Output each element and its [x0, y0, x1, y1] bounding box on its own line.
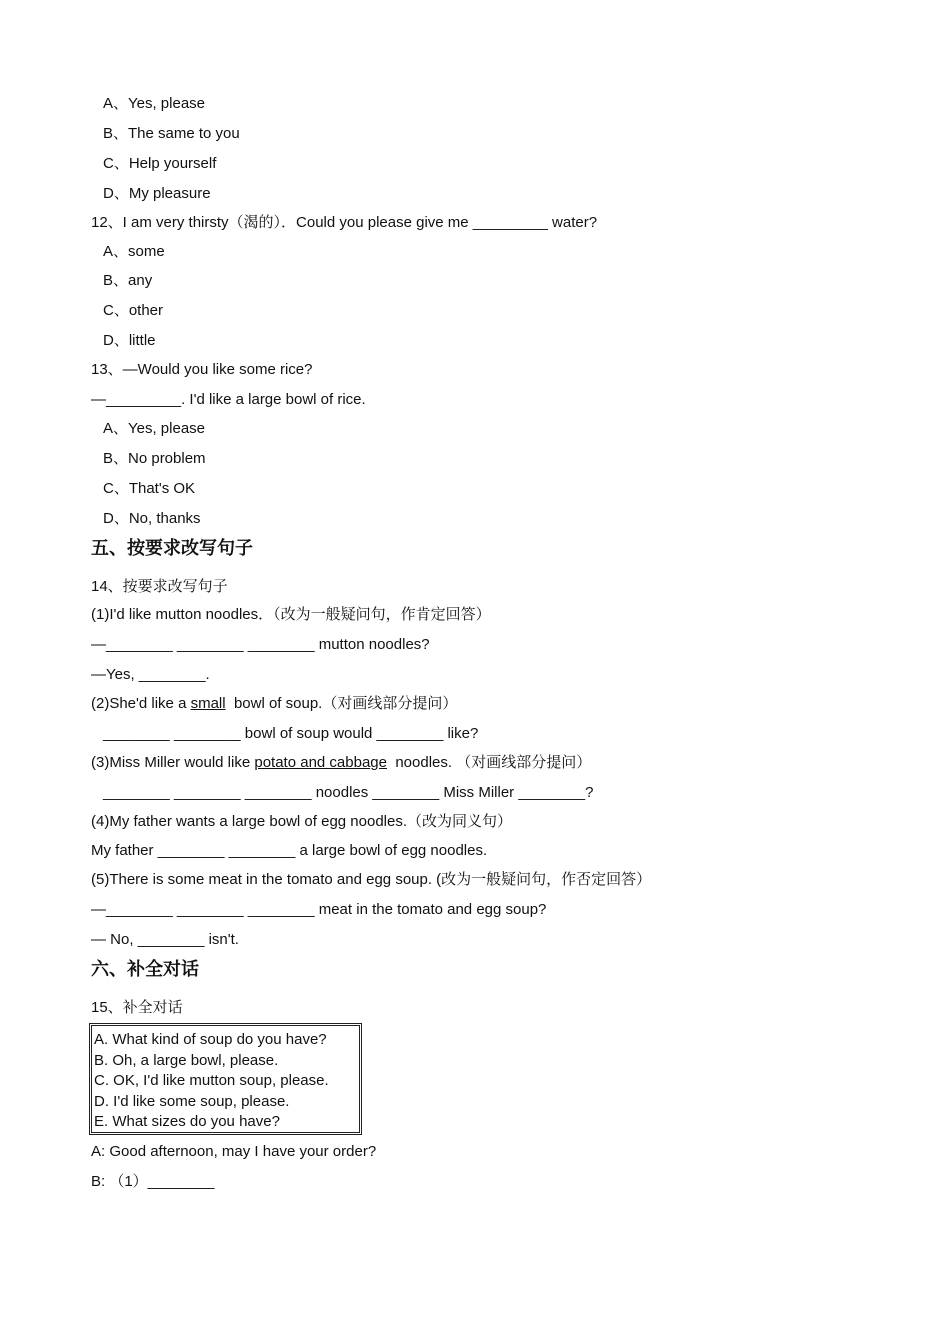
q12-option-a: A、some: [103, 243, 165, 260]
q14-s3: [91, 754, 591, 772]
q14-s3-underlined: potato and cabbage: [254, 754, 387, 771]
q11-option-d: D、My pleasure: [103, 185, 211, 202]
q14-s2-pre: (2)She'd like a: [91, 695, 191, 712]
q11-option-c: C、Help yourself: [103, 155, 217, 172]
option-box-line-c: C. OK, I'd like mutton soup, please.: [94, 1072, 329, 1089]
q13-option-c: C、That's OK: [103, 480, 196, 497]
q13-option-a: A、Yes, please: [103, 420, 206, 437]
q13-option-b: B、No problem: [103, 450, 206, 467]
q14-s1: (1)I'd like mutton noodles．（改为一般疑问句，作肯定回答）: [91, 606, 491, 623]
option-box: [89, 1023, 362, 1135]
q14-s4: (4)My father wants a large bowl of egg noodles.（改为同义句）: [91, 813, 513, 830]
q12-option-c: C、other: [103, 302, 164, 319]
section5-heading: 五、按要求改写句子: [91, 538, 253, 559]
q13-stem: 13、—Would you like some rice?: [91, 361, 313, 378]
option-box-line-b: B. Oh, a large bowl, please.: [94, 1051, 279, 1069]
q13-line2: —_________. I'd like a large bowl of rice.: [91, 391, 366, 408]
q14-s5-answer-b: — No, ________ isn't.: [91, 931, 239, 948]
q14-s4-answer: My father ________ ________ a large bowl of egg noodles.: [91, 842, 488, 859]
q14-s2-answer: ________ ________ bowl of soup would ________ like?: [103, 725, 479, 742]
q13-option-d: D、No, thanks: [103, 510, 201, 527]
q14-s1-answer-a: —________ ________ ________ mutton noodles?: [91, 636, 430, 653]
q14-s5: (5)There is some meat in the tomato and egg soup. (改为一般疑问句，作否定回答）: [91, 871, 652, 888]
q14-s2: [91, 695, 457, 713]
q14-title: 14、按要求改写句子: [91, 578, 228, 595]
option-box-line-e: E. What sizes do you have?: [94, 1113, 280, 1130]
q11-option-b: B、The same to you: [103, 125, 240, 142]
q14-s3-pre: (3)Miss Miller would like: [91, 754, 255, 771]
q14-s3-answer: ________ ________ ________ noodles ________ Miss Miller ________?: [103, 784, 594, 801]
q14-s2-post: bowl of soup.（对画线部分提问）: [225, 695, 458, 712]
option-box-line-d: D. I'd like some soup, please.: [94, 1092, 290, 1110]
q14-s2-underlined: small: [190, 695, 226, 712]
dialogue-line-2: B: （1）________: [91, 1173, 215, 1190]
q12-option-d: D、little: [103, 332, 156, 349]
q12-stem: 12、I am very thirsty（渴的）．Could you please give me _________ water?: [91, 214, 598, 231]
q14-s5-answer-a: —________ ________ ________ meat in the tomato and egg soup?: [91, 901, 547, 918]
dialogue-line-1: A: Good afternoon, may I have your order?: [91, 1143, 377, 1160]
q11-option-a: A、Yes, please: [103, 95, 206, 112]
q14-s1-answer-b: —Yes, ________.: [91, 666, 210, 683]
q12-option-b: B、any: [103, 272, 153, 289]
section6-heading: 六、补全对话: [91, 959, 199, 980]
option-box-line-a: A. What kind of soup do you have?: [94, 1031, 327, 1048]
q15-title: 15、补全对话: [91, 999, 183, 1016]
q14-s3-post: noodles. （对画线部分提问）: [386, 754, 592, 771]
